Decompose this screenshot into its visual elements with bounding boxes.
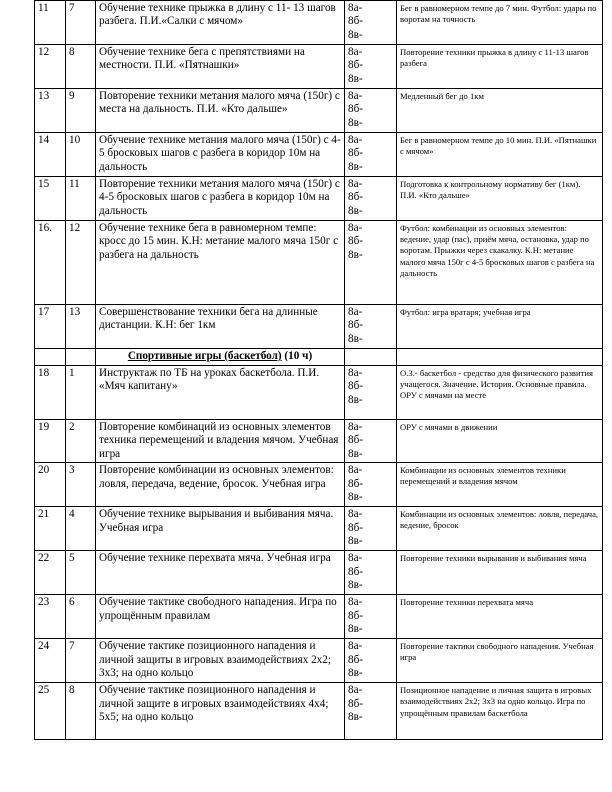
table-row <box>35 683 603 740</box>
class-label: 8в- <box>348 332 363 345</box>
class-label: 8в- <box>348 623 363 636</box>
class-label: 8б- <box>348 565 364 578</box>
lesson-topic: Обучение тактике позиционного нападения и личной защите в игровых взаимодействиях 4х4; 5х5; на одно кольцо <box>96 683 345 740</box>
homework: Бег в равномерном темпе до 7 мин. Футбол: удары по воротам на точность <box>397 1 603 45</box>
lesson-number: 19 <box>35 420 66 463</box>
lesson-number: 22 <box>35 551 66 595</box>
homework: Футбол: комбинации из основных элементов: ведение, удар (пас), приём мяча, остановка, удар по воротам. Прыжки через скакалку. К.Н: метание малого мяча 150г с 4-5 бросковых шагов с разбега на дальность <box>397 221 603 305</box>
class-label: 8в- <box>348 711 363 724</box>
class-list <box>345 463 397 507</box>
class-label: 8б- <box>348 15 364 28</box>
table-row <box>35 305 603 349</box>
class-label: 8а- <box>348 508 363 521</box>
class-label: 8а- <box>348 421 363 433</box>
lesson-topic: Обучение технике бега в равномерном темпе: кросс до 15 мин. К.Н: метание малого мяча 150г с разбега на дальность <box>96 221 345 305</box>
homework: Повторение техники вырывания и выбивания мяча <box>397 551 603 595</box>
class-label: 8б- <box>348 434 364 447</box>
class-label: 8а- <box>348 464 363 477</box>
class-list <box>345 366 397 420</box>
table-row <box>35 420 603 463</box>
homework: Позиционное нападение и личная защита в игровых взаимодействиях 2х2; 3х3 на одно кольцо. Игра по упрощённым правилам баскетбола <box>397 683 603 740</box>
topic-lesson-number: 13 <box>66 305 96 349</box>
class-label: 8б- <box>348 653 364 666</box>
topic-lesson-number: 9 <box>66 89 96 133</box>
class-label: 8в- <box>348 667 363 680</box>
homework: Бег в равномерном темпе до 10 мин. П.И. «Пятнашки с мячом» <box>397 133 603 177</box>
table-row <box>35 89 603 133</box>
topic-lesson-number: 1 <box>66 366 96 420</box>
class-label: 8б- <box>348 697 364 710</box>
topic-lesson-number: 7 <box>66 639 96 683</box>
homework: Футбол: игра вратаря; учебная игра <box>397 305 603 349</box>
class-label: 8в- <box>348 248 363 261</box>
class-list <box>345 420 397 463</box>
class-label: 8в- <box>348 393 363 406</box>
class-list <box>345 639 397 683</box>
topic-lesson-number: 12 <box>66 221 96 305</box>
table-row <box>35 366 603 420</box>
section-header <box>35 349 603 366</box>
class-label: 8а- <box>348 684 363 697</box>
class-label: 8в- <box>348 204 363 217</box>
class-list <box>345 89 397 133</box>
homework: Медленный бег до 1км <box>397 89 603 133</box>
class-label: 8в- <box>348 579 363 592</box>
class-label: 8а- <box>348 222 363 234</box>
class-label: 8а- <box>348 367 363 379</box>
class-label: 8а- <box>348 134 363 146</box>
topic-lesson-number: 4 <box>66 507 96 551</box>
class-list <box>345 133 397 177</box>
lesson-topic: Обучение технике прыжка в длину с 11- 13 шагов разбега. П.И.«Салки с мячом» <box>96 1 345 45</box>
class-list <box>345 595 397 639</box>
class-label: 8в- <box>348 72 363 85</box>
lesson-number: 21 <box>35 507 66 551</box>
homework: Повторение тактики свободного нападения. Учебная игра <box>397 639 603 683</box>
lesson-number: 18 <box>35 366 66 420</box>
class-label: 8а- <box>348 90 363 102</box>
topic-lesson-number: 3 <box>66 463 96 507</box>
lesson-plan-sheet <box>34 0 602 740</box>
class-label: 8в- <box>348 28 363 41</box>
topic-lesson-number: 10 <box>66 133 96 177</box>
topic-lesson-number: 8 <box>66 45 96 89</box>
class-label: 8в- <box>348 447 363 460</box>
class-label: 8б- <box>348 477 364 490</box>
lesson-topic: Инструктаж по ТБ на уроках баскетбола. П.И. «Мяч капитану» <box>96 366 345 420</box>
class-list <box>345 1 397 45</box>
lesson-number: 13 <box>35 89 66 133</box>
class-label: 8в- <box>348 491 363 504</box>
lesson-number: 23 <box>35 595 66 639</box>
class-label: 8а- <box>348 552 363 565</box>
lesson-topic: Обучение технике метания малого мяча (150г) с 4-5 бросковых шагов с разбега в коридор 10м на дальность <box>96 133 345 177</box>
lesson-number: 16. <box>35 221 66 305</box>
athletics-rows <box>35 1 603 349</box>
class-label: 8б- <box>348 59 364 72</box>
homework: О.З.- баскетбол - средство для физического развития учащегося. Значение. История. Основные правила. ОРУ с мячами на месте <box>397 366 603 420</box>
lesson-topic: Повторение техники метания малого мяча (150г) с 4-5 бросковых шагов с разбега в коридор 10м на дальность <box>96 177 345 221</box>
section-title: Спортивные игры (баскетбол) <box>127 350 282 362</box>
lesson-number: 24 <box>35 639 66 683</box>
class-label: 8а- <box>348 640 363 653</box>
class-list <box>345 45 397 89</box>
lesson-topic: Повторение техники метания малого мяча (150г) с места на дальность. П.И. «Кто дальше» <box>96 89 345 133</box>
homework: Комбинации из основных элементов: ловля, передача, ведение, бросок <box>397 507 603 551</box>
lesson-number: 15 <box>35 177 66 221</box>
class-label: 8б- <box>348 235 364 248</box>
table-row <box>35 639 603 683</box>
lesson-topic: Повторение комбинации из основных элементов: ловля, передача, ведение, бросок. Учебная игра <box>96 463 345 507</box>
table-row <box>35 595 603 639</box>
topic-lesson-number: 8 <box>66 683 96 740</box>
table-row <box>35 507 603 551</box>
lesson-topic: Обучение технике перехвата мяча. Учебная игра <box>96 551 345 595</box>
class-label: 8б- <box>348 191 364 204</box>
lesson-topic: Обучение тактике свободного нападения. Игра по упрощённым правилам <box>96 595 345 639</box>
homework: ОРУ с мячами в движении <box>397 420 603 463</box>
section-hours: (10 ч) <box>284 350 313 362</box>
class-list <box>345 305 397 349</box>
lesson-topic: Повторение комбинаций из основных элементов техника перемещений и владения мячом. Учебная игра <box>96 420 345 463</box>
table-row <box>35 177 603 221</box>
class-label: 8в- <box>348 535 363 548</box>
topic-lesson-number: 6 <box>66 595 96 639</box>
table-row <box>35 551 603 595</box>
section-title-cell <box>96 349 345 366</box>
lesson-number: 11 <box>35 1 66 45</box>
lesson-number: 20 <box>35 463 66 507</box>
topic-lesson-number: 11 <box>66 177 96 221</box>
class-label: 8а- <box>348 306 363 318</box>
class-label: 8б- <box>348 147 364 160</box>
topic-lesson-number: 2 <box>66 420 96 463</box>
class-label: 8б- <box>348 380 364 393</box>
class-label: 8а- <box>348 46 363 58</box>
class-label: 8в- <box>348 116 363 129</box>
class-label: 8а- <box>348 178 363 190</box>
class-label: 8а- <box>348 596 363 609</box>
homework: Повторение техники прыжка в длину с 11-13 шагов разбега <box>397 45 603 89</box>
lesson-number: 25 <box>35 683 66 740</box>
class-label: 8б- <box>348 609 364 622</box>
class-label: 8б- <box>348 319 364 332</box>
homework: Повторение техники перехвата мяча <box>397 595 603 639</box>
topic-lesson-number: 5 <box>66 551 96 595</box>
basketball-rows <box>35 366 603 740</box>
homework: Подготовка к контрольному нормативу бег (1км). П.И. «Кто дальше» <box>397 177 603 221</box>
lesson-topic: Обучение технике бега с препятствиями на местности. П.И. «Пятнашки» <box>96 45 345 89</box>
lesson-topic: Обучение тактике позиционного нападения и личной защиты в игровых взаимодействиях 2х2; 3х3; на одно кольцо <box>96 639 345 683</box>
lesson-topic: Обучение технике вырывания и выбивания мяча. Учебная игра <box>96 507 345 551</box>
table-row <box>35 463 603 507</box>
class-list <box>345 551 397 595</box>
class-list <box>345 507 397 551</box>
class-label: 8б- <box>348 103 364 116</box>
homework: Комбинации из основных элементов техники перемещений и владения мячом <box>397 463 603 507</box>
class-list <box>345 683 397 740</box>
lesson-topic: Совершенствование техники бега на длинные дистанции. К.Н: бег 1км <box>96 305 345 349</box>
lesson-number: 12 <box>35 45 66 89</box>
class-label: 8а- <box>348 2 363 14</box>
topic-lesson-number: 7 <box>66 1 96 45</box>
table-row <box>35 45 603 89</box>
lesson-number: 17 <box>35 305 66 349</box>
table-row <box>35 1 603 45</box>
table-row <box>35 221 603 305</box>
class-label: 8б- <box>348 521 364 534</box>
class-list <box>345 221 397 305</box>
lesson-number: 14 <box>35 133 66 177</box>
lesson-plan-table <box>34 0 603 740</box>
class-label: 8в- <box>348 160 363 173</box>
class-list <box>345 177 397 221</box>
table-row <box>35 133 603 177</box>
